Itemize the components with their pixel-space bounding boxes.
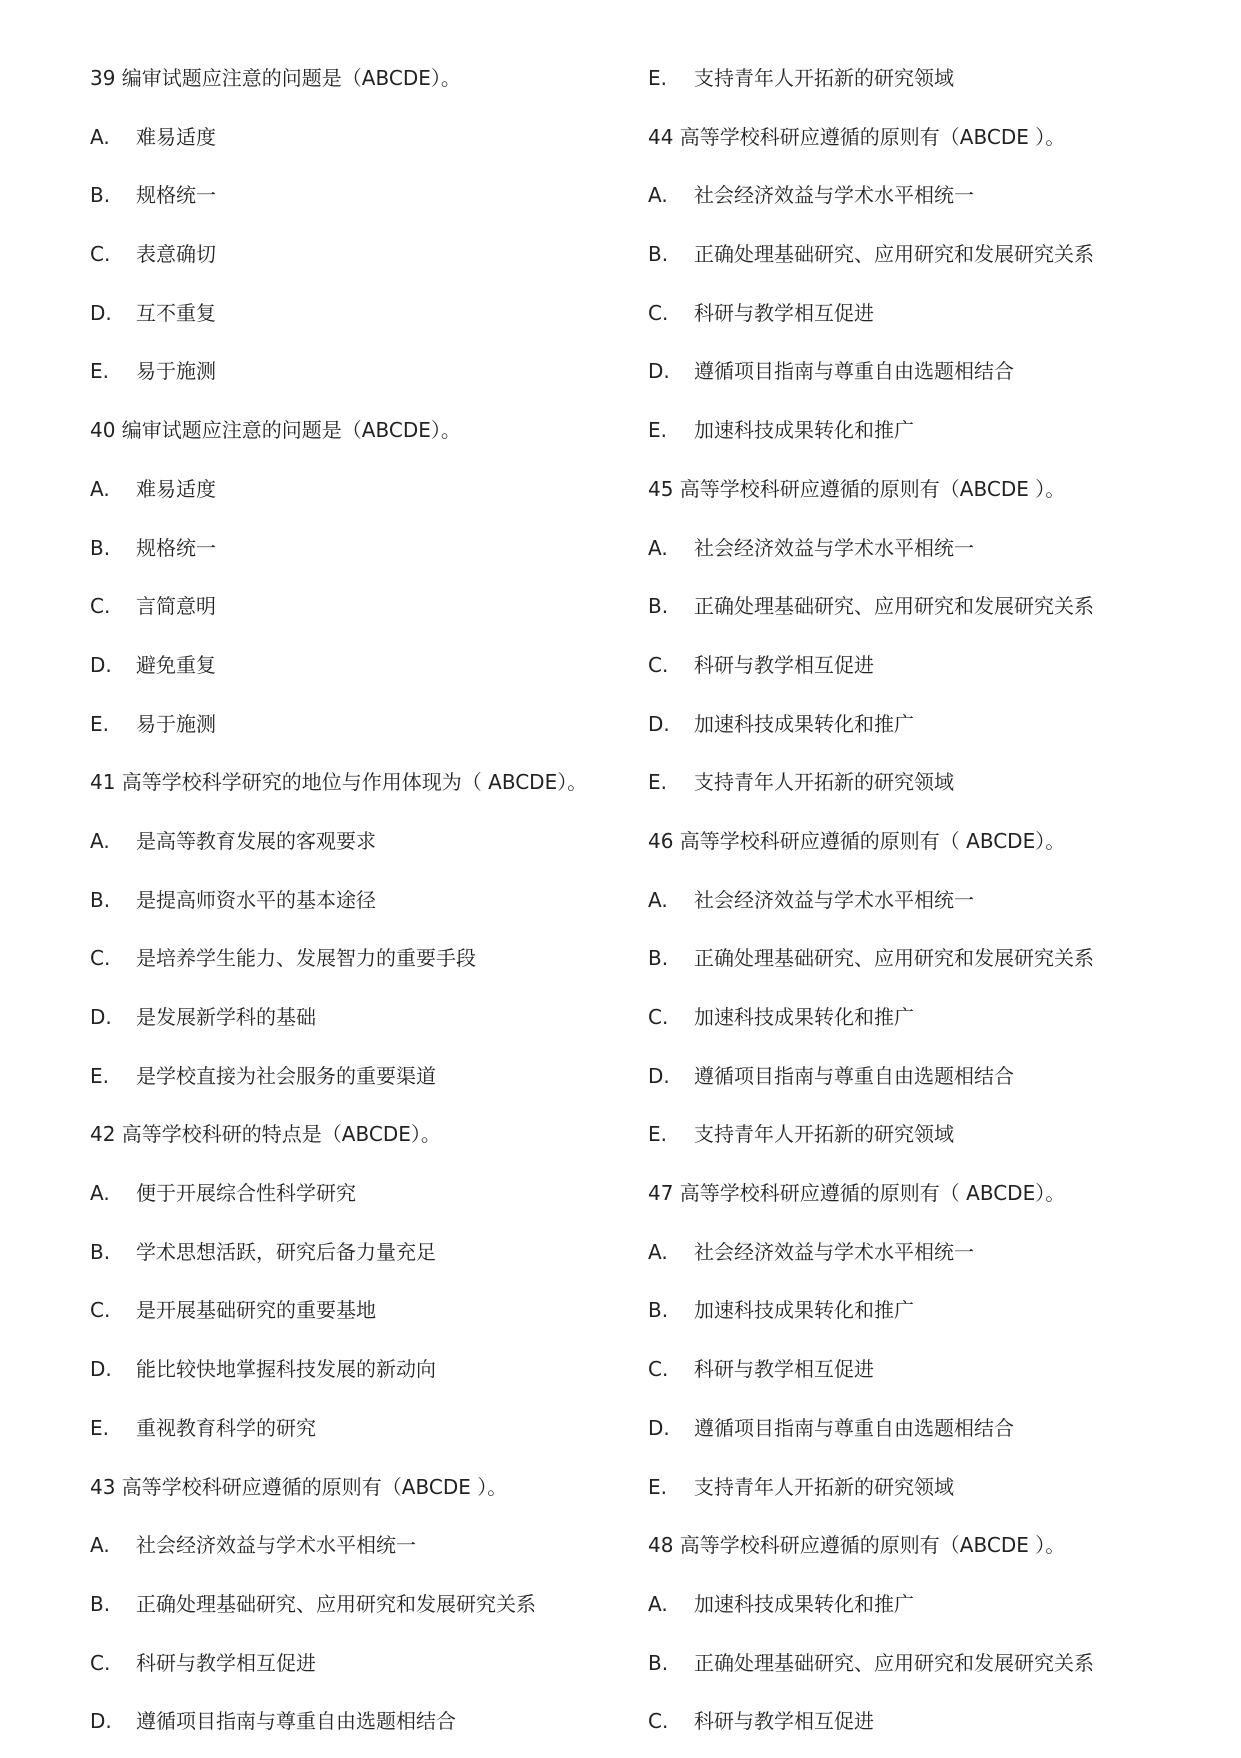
option-letter: C.	[90, 946, 111, 971]
option-text: 是提高师资水平的基本途径	[136, 887, 376, 912]
answer-option	[648, 1465, 1188, 1524]
option-letter: A.	[648, 887, 668, 912]
option-text: 社会经济效益与学术水平相统一	[694, 887, 974, 912]
option-letter: C.	[648, 300, 669, 325]
option-letter: A.	[90, 1533, 110, 1558]
option-text: 易于施测	[136, 359, 216, 384]
option-letter: B.	[648, 946, 669, 971]
answer-option	[90, 643, 630, 702]
option-text: 学术思想活跃，研究后备力量充足	[136, 1239, 436, 1264]
option-text: 遵循项目指南与尊重自由选题相结合	[694, 1415, 1014, 1440]
option-text: 正确处理基础研究、应用研究和发展研究关系	[694, 1650, 1094, 1675]
answer-option	[90, 526, 630, 585]
option-text: 支持青年人开拓新的研究领域	[694, 1122, 954, 1147]
option-text: 能比较快地掌握科技发展的新动向	[136, 1357, 436, 1382]
option-letter: D.	[648, 359, 670, 384]
answer-option	[90, 1641, 630, 1700]
question-stem: 46 高等学校科研应遵循的原则有（ ABCDE）。	[648, 828, 1066, 853]
option-letter: E.	[648, 1474, 667, 1499]
option-letter: A.	[90, 124, 110, 149]
answer-option	[648, 173, 1188, 232]
option-text: 支持青年人开拓新的研究领域	[694, 66, 954, 90]
option-letter: C.	[648, 652, 669, 677]
option-text: 科研与教学相互促进	[694, 1709, 874, 1734]
answer-option	[90, 995, 630, 1054]
option-letter: B.	[90, 183, 111, 208]
option-text: 是高等教育发展的客观要求	[136, 828, 376, 853]
option-letter: B.	[648, 1298, 669, 1323]
answer-option	[90, 1699, 630, 1758]
question-stem: 39 编审试题应注意的问题是（ABCDE）。	[90, 66, 461, 90]
option-letter: B.	[648, 1650, 669, 1675]
question-stem: 48 高等学校科研应遵循的原则有（ABCDE ）。	[648, 1533, 1066, 1558]
option-letter: C.	[90, 1650, 111, 1675]
option-text: 加速科技成果转化和推广	[694, 1005, 914, 1029]
option-letter: C.	[90, 1298, 111, 1323]
option-letter: A.	[648, 1239, 668, 1264]
option-text: 规格统一	[136, 535, 216, 560]
option-letter: D.	[648, 1063, 670, 1088]
question-stem: 47 高等学校科研应遵循的原则有（ ABCDE）。	[648, 1181, 1066, 1206]
option-letter: D.	[648, 1415, 670, 1440]
answer-option	[648, 1582, 1188, 1641]
option-text: 遵循项目指南与尊重自由选题相结合	[694, 359, 1014, 384]
option-text: 科研与教学相互促进	[694, 1357, 874, 1382]
option-text: 加速科技成果转化和推广	[694, 1298, 914, 1323]
option-letter: B.	[90, 1239, 111, 1264]
left-column	[90, 56, 630, 1758]
answer-option	[90, 467, 630, 526]
option-text: 正确处理基础研究、应用研究和发展研究关系	[694, 946, 1094, 971]
option-letter: B.	[90, 1591, 111, 1616]
answer-option	[90, 819, 630, 878]
option-text: 加速科技成果转化和推广	[694, 1591, 914, 1616]
answer-option	[90, 1582, 630, 1641]
option-text: 是培养学生能力、发展智力的重要手段	[136, 946, 476, 971]
answer-option	[90, 291, 630, 350]
answer-option	[90, 1406, 630, 1465]
option-letter: A.	[648, 1591, 668, 1616]
option-letter: D.	[90, 1005, 112, 1029]
option-letter: C.	[648, 1709, 669, 1734]
option-text: 社会经济效益与学术水平相统一	[694, 1239, 974, 1264]
answer-option	[648, 995, 1188, 1054]
option-text: 是发展新学科的基础	[136, 1005, 316, 1029]
answer-option	[90, 936, 630, 995]
option-letter: C.	[90, 594, 111, 619]
option-letter: B.	[90, 535, 111, 560]
answer-option	[648, 349, 1188, 408]
answer-option	[648, 1230, 1188, 1289]
answer-option	[648, 1641, 1188, 1700]
answer-option	[648, 1288, 1188, 1347]
option-letter: E.	[648, 770, 667, 795]
question-stem: 41 高等学校科学研究的地位与作用体现为（ ABCDE）。	[90, 770, 588, 795]
option-text: 社会经济效益与学术水平相统一	[694, 535, 974, 560]
answer-option	[648, 1054, 1188, 1113]
option-letter: D.	[90, 652, 112, 677]
option-letter: E.	[90, 1063, 109, 1088]
option-letter: D.	[648, 711, 670, 736]
answer-option	[648, 291, 1188, 350]
option-text: 支持青年人开拓新的研究领域	[694, 1474, 954, 1499]
option-text: 表意确切	[136, 242, 216, 267]
option-text: 遵循项目指南与尊重自由选题相结合	[694, 1063, 1014, 1088]
option-letter: A.	[90, 828, 110, 853]
option-letter: C.	[648, 1005, 669, 1029]
answer-option	[648, 643, 1188, 702]
option-letter: E.	[648, 1122, 667, 1147]
option-text: 互不重复	[136, 300, 216, 325]
question-stem: 42 高等学校科研的特点是（ABCDE）。	[90, 1122, 441, 1147]
answer-option	[648, 878, 1188, 937]
answer-option	[90, 115, 630, 174]
answer-option	[90, 1347, 630, 1406]
answer-option	[648, 1406, 1188, 1465]
option-text: 难易适度	[136, 476, 216, 501]
option-text: 是学校直接为社会服务的重要渠道	[136, 1063, 436, 1088]
answer-option	[648, 526, 1188, 585]
option-letter: B.	[648, 242, 669, 267]
question-stem: 45 高等学校科研应遵循的原则有（ABCDE ）。	[648, 476, 1066, 501]
option-text: 难易适度	[136, 124, 216, 149]
option-text: 言简意明	[136, 594, 216, 619]
answer-option	[90, 1054, 630, 1113]
answer-option	[90, 232, 630, 291]
option-text: 易于施测	[136, 711, 216, 736]
option-text: 社会经济效益与学术水平相统一	[136, 1533, 416, 1558]
option-text: 科研与教学相互促进	[694, 300, 874, 325]
option-text: 加速科技成果转化和推广	[694, 711, 914, 736]
answer-option	[648, 408, 1188, 467]
option-letter: E.	[90, 359, 109, 384]
option-text: 避免重复	[136, 652, 216, 677]
option-text: 加速科技成果转化和推广	[694, 418, 914, 443]
option-letter: D.	[90, 1357, 112, 1382]
question-stem: 43 高等学校科研应遵循的原则有（ABCDE ）。	[90, 1474, 508, 1499]
option-text: 规格统一	[136, 183, 216, 208]
option-text: 正确处理基础研究、应用研究和发展研究关系	[136, 1591, 536, 1616]
option-letter: E.	[648, 66, 667, 90]
option-letter: A.	[90, 1181, 110, 1206]
option-letter: E.	[648, 418, 667, 443]
option-letter: B.	[648, 594, 669, 619]
answer-option	[90, 702, 630, 761]
right-column	[648, 56, 1188, 1758]
option-text: 科研与教学相互促进	[136, 1650, 316, 1675]
option-letter: D.	[90, 1709, 112, 1734]
answer-option	[648, 232, 1188, 291]
answer-option	[648, 760, 1188, 819]
answer-option	[90, 584, 630, 643]
option-letter: C.	[90, 242, 111, 267]
answer-option	[648, 1112, 1188, 1171]
option-text: 遵循项目指南与尊重自由选题相结合	[136, 1709, 456, 1734]
option-text: 社会经济效益与学术水平相统一	[694, 183, 974, 208]
answer-option	[648, 936, 1188, 995]
answer-option	[90, 1230, 630, 1289]
option-text: 科研与教学相互促进	[694, 652, 874, 677]
option-letter: E.	[90, 1415, 109, 1440]
option-letter: D.	[90, 300, 112, 325]
option-letter: A.	[648, 183, 668, 208]
option-text: 正确处理基础研究、应用研究和发展研究关系	[694, 242, 1094, 267]
answer-option	[90, 1171, 630, 1230]
option-text: 是开展基础研究的重要基地	[136, 1298, 376, 1323]
answer-option	[90, 349, 630, 408]
question-stem: 40 编审试题应注意的问题是（ABCDE）。	[90, 418, 461, 443]
answer-option	[648, 1699, 1188, 1758]
option-letter: A.	[90, 476, 110, 501]
option-text: 便于开展综合性科学研究	[136, 1181, 356, 1206]
answer-option	[90, 1288, 630, 1347]
answer-option	[648, 584, 1188, 643]
answer-option	[648, 56, 1188, 115]
option-text: 正确处理基础研究、应用研究和发展研究关系	[694, 594, 1094, 619]
option-text: 重视教育科学的研究	[136, 1415, 316, 1440]
answer-option	[90, 1523, 630, 1582]
question-stem: 44 高等学校科研应遵循的原则有（ABCDE ）。	[648, 124, 1066, 149]
option-letter: B.	[90, 887, 111, 912]
answer-option	[90, 878, 630, 937]
option-text: 支持青年人开拓新的研究领域	[694, 770, 954, 795]
answer-option	[648, 702, 1188, 761]
answer-option	[90, 173, 630, 232]
answer-option	[648, 1347, 1188, 1406]
option-letter: E.	[90, 711, 109, 736]
option-letter: A.	[648, 535, 668, 560]
option-letter: C.	[648, 1357, 669, 1382]
